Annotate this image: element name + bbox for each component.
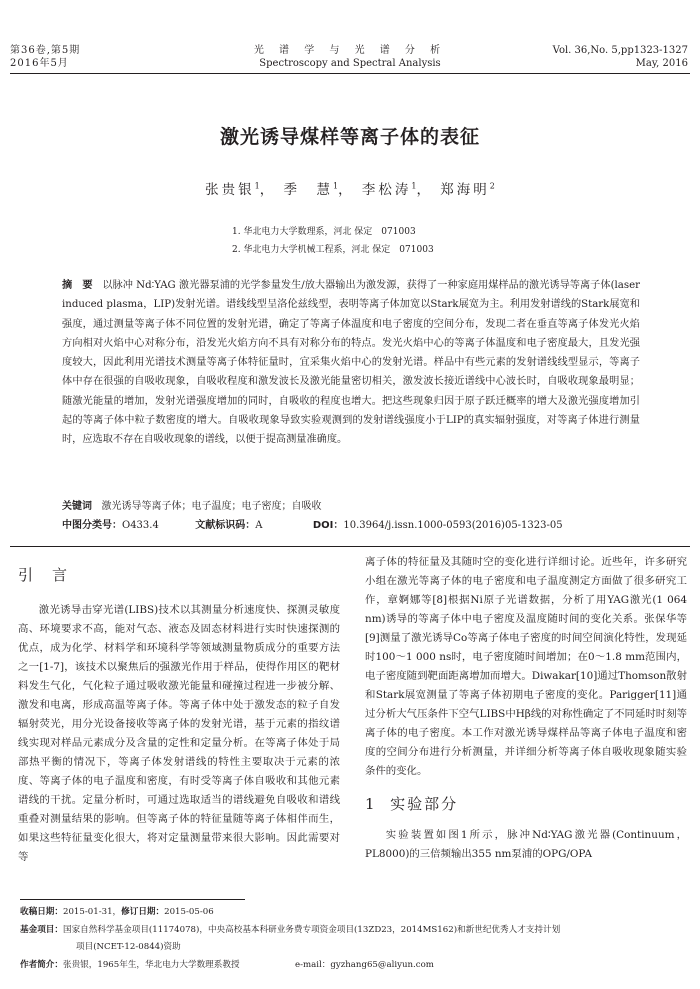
revised-label: 修订日期： — [121, 907, 165, 917]
abstract-label: 摘 要 — [62, 280, 93, 291]
author-bio-line — [20, 957, 692, 975]
section-title: 实验部分 — [390, 795, 459, 813]
abstract-rule — [10, 546, 690, 547]
fund-line — [20, 922, 692, 940]
clc-label: 中图分类号： — [62, 520, 122, 531]
left-column — [18, 566, 340, 867]
journal-name-cn: 光 谱 学 与 光 谱 分 析 — [253, 45, 447, 56]
abstract — [62, 276, 640, 450]
author-affiliation-mark: 2 — [489, 181, 495, 191]
author-bio: 张贵银，1965年生，华北电力大学数理系教授 — [62, 959, 240, 970]
author-affiliation-mark: 1 — [411, 181, 417, 191]
keywords-line — [62, 497, 563, 516]
doc-code-label: 文献标识码： — [195, 520, 256, 531]
received-line — [20, 904, 692, 922]
intro-paragraph-continued: 离子体的特征量及其随时空的变化进行详细讨论。近些年，许多研究小组在激光等离子体的电子密度和电子温度测定方面做了很多研究工作，章婀娜等[8]根据Ni原子光谱数据，分析了用YAG激光(1 064 nm)诱导的等离子体中电子密度及温度随时间的变化关系。张保华等[9]测量了激光诱导Co等离子体电子密度的时间空间演化特性，发现延时100～1 000 ns时，电子密度随时间增加；在0～1.8 mm范围内，电子密度随到靶面距离增加而增大。Diwakar[10]通过Thomson散射和Stark展宽测量了等离子体初期电子密度的变化。Parigger[11]通过分析大气压条件下空气LIBS中Hβ线的对称性确定了不同延时时刻等离子体的电子密度。本工作对激光诱导煤样品等离子体电子温度和密度的空间分布进行分析测量，并详细分析等离子体自吸收现象随实验条件的变化。 — [365, 556, 687, 777]
year-month-cn: 2016年5月 — [10, 58, 69, 69]
section-number: 1 — [365, 795, 377, 813]
journal-name-en: Spectroscopy and Spectral Analysis — [259, 58, 441, 69]
footnote-rule — [20, 899, 245, 900]
paper-title: 激光诱导煤样等离子体的表征 — [219, 126, 480, 148]
author-name: 张贵银 — [205, 182, 255, 198]
affiliations — [232, 223, 434, 259]
vol-pages: Vol. 36,No. 5,pp1323-1327 — [552, 45, 688, 56]
article-metadata — [62, 497, 563, 535]
section-heading-experiment — [365, 795, 687, 814]
author-affiliation-mark: 1 — [333, 181, 339, 191]
doi-label: DOI： — [312, 520, 344, 531]
journal-pages — [553, 44, 688, 70]
section-heading-introduction: 引 言 — [18, 566, 70, 584]
affiliation: 1. 华北电力大学数理系，河北 保定 071003 — [232, 227, 416, 237]
fund-label: 基金项目： — [20, 924, 63, 935]
received-date: 2015-01-31， — [62, 907, 122, 917]
footnotes — [20, 904, 692, 974]
received-label: 收稿日期： — [20, 907, 63, 917]
keywords-label: 关键词 — [62, 501, 92, 512]
fund-text: 国家自然科学基金项目(11174078)，中央高校基本科研业务费专项资金项目(13ZD23，2014MS162)和新世纪优秀人才支持计划 — [62, 924, 561, 935]
abstract-text: 以脉冲 Nd∶YAG 激光器泵浦的光学参量发生/放大器输出为激发源，获得了一种家庭用煤样品的激光诱导等离子体(laser induced plasma，LIP)发射光谱。谱线线型呈洛伦兹线型，表明等离子体加宽以Stark展宽为主。利用发射谱线的Stark展宽和强度，通过测量等离子体不同位置的发射光谱，确定了等离子体温度和电子密度的空间分布，发现二者在垂直等离子体发光火焰方向相对火焰中心对称分布，沿发光火焰方向不具有对称分布的特点。发光火焰中心的等离子体温度和电子密度最大，且发光强度较大，因此利用光谱技术测量等离子体特征量时，宜采集火焰中心的发射光谱。样品中有些元素的发射谱线线型显示，等离子体中存在很强的自吸收现象，自吸收程度和激发波长及激光能量密切相关，激发波长接近谱线中心波长时，自吸收现象最明显；随激光能量的增加，发射光谱强度增加的同时，自吸收的程度也增大。把这些现象归因于原子跃迁概率的增大及激光强度增加引起的等离子体中粒子数密度的增大。自吸收现象导致实验观测到的发射谱线强度小于LIP的真实辐射强度，对等离子体进行测量时，应选取不存在自吸收现象的谱线，以便于提高测量准确度。 — [62, 280, 641, 446]
date-en: May, 2016 — [635, 58, 688, 69]
author-name: 郑海明 — [440, 182, 490, 198]
author-name: 李松涛 — [361, 182, 412, 198]
author-bio-label: 作者简介： — [20, 959, 63, 970]
volume-issue: 第36卷,第5期 — [10, 45, 81, 56]
author-list: 张贵银$^1$， 季 慧$^1$， 李松涛$^1$， 郑海明$^2$ — [205, 181, 495, 198]
right-column — [365, 553, 687, 864]
doc-code-value: A — [255, 520, 263, 531]
header-rule — [10, 73, 690, 74]
revised-date: 2015-05-06 — [164, 907, 214, 917]
fund-line-continued: 项目(NCET-12-0844)资助 — [76, 942, 181, 952]
author-affiliation-mark: 1 — [254, 181, 260, 191]
intro-paragraph: 激光诱导击穿光谱(LIBS)技术以其测量分析速度快、探测灵敏度高、环境要求不高，能对气态、液态及固态材料进行实时快速探测的优点，成为化学、材料学和环境科学等领域测量物质成分的重要方法之一[1-7]，该技术以聚焦后的强激光作用于样品，使得作用区的靶材料发生气化，气化粒子通过吸收激光能量和碰撞过程进一步被分解、激发和电离，形成高温等离子体。等离子体中处于激发态的粒子自发辐射荧光，用分光设备接收等离子体的发射光谱，基于元素的指纹谱线实现对样品元素成分及含量的定性和定量分析。在等离子体处于局部热平衡的情况下，等离子体发射谱线的特性主要取决于元素的浓度、等离子体的电子温度和密度，有时受等离子体自吸收和其他元素谱线的干扰。定量分析时，可通过选取适当的谱线避免自吸收和谱线重叠对测量结果的影响。但等离子体的特征量随等离子体相伴而生，如果这些特征量变化很大，将对定量测量带来很大影响。因此需要对等 — [18, 604, 340, 863]
doi-value: 10.3964/j.issn.1000-0593(2016)05-1323-05 — [343, 520, 563, 531]
clc-value: O433.4 — [122, 520, 159, 531]
affiliation: 2. 华北电力大学机械工程系，河北 保定 071003 — [232, 245, 434, 255]
author-name: 季 慧 — [283, 182, 333, 198]
experiment-paragraph: 实验装置如图1所示，脉冲Nd∶YAG激光器(Continuum，PL8000)的三倍频输出355 nm泵浦的OPG/OPA — [365, 829, 687, 860]
classification-line — [62, 516, 563, 535]
author-email: e-mail：gyzhang65@aliyun.com — [295, 959, 434, 970]
keywords-text: 激光诱导等离子体；电子温度；电子密度；自吸收 — [101, 501, 322, 512]
